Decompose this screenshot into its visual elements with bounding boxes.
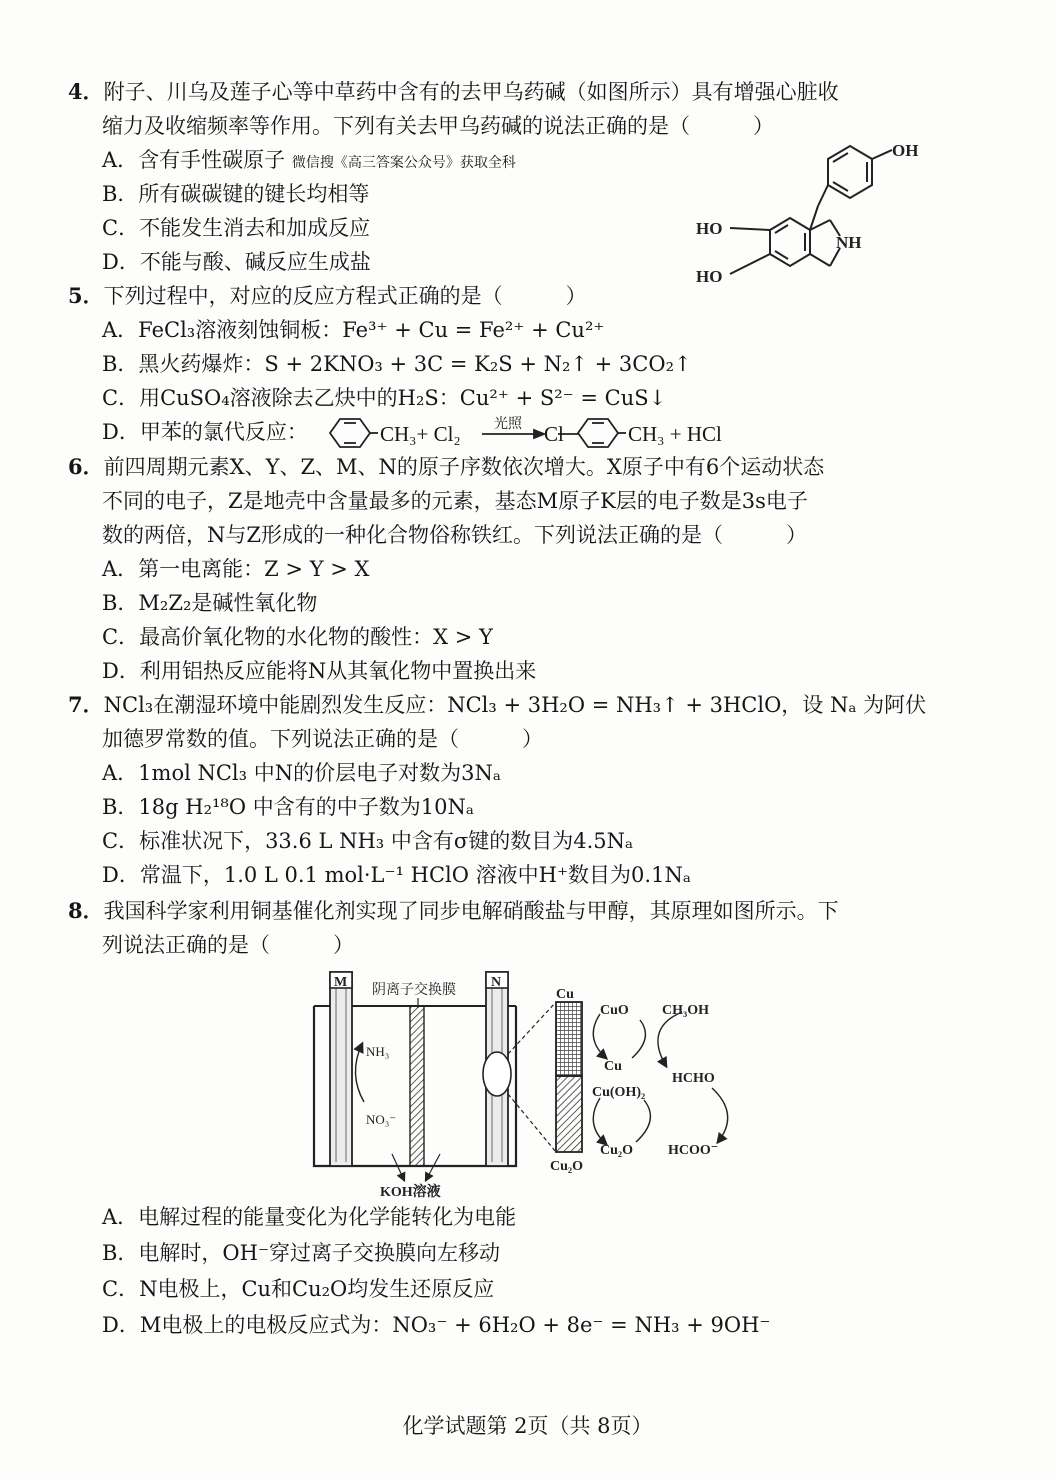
q4-option-d: D．不能与酸、碱反应生成盐 [102,250,371,274]
q5-option-d: D．甲苯的氯代反应： [102,420,308,444]
q8-option-c: C．N电极上，Cu和Cu₂O均发生还原反应 [102,1277,495,1301]
ho-label-mid: HO [696,219,723,238]
electrolysis-diagram [300,962,760,1202]
q7-stem: 7．NCl₃在潮湿环境中能剧烈发生反应：NCl₃ + 3H₂O = NH₃↑ + 3HClO，设 Nₐ 为阿伏 [68,692,927,717]
electrode-m-label: M [334,975,348,990]
q8-number: 8． [68,898,104,923]
q8-stem: 8．我国科学家利用铜基催化剂实现了同步电解硝酸盐与甲醇，其原理如图所示。下 [68,898,839,923]
q5-option-c: C．用CuSO₄溶液除去乙炔中的H₂S：Cu²⁺ + S²⁻ = CuS↓ [102,386,667,410]
cu2o-bottom-label: Cu₂O [550,1159,583,1174]
cl-text: Cl [544,422,564,446]
q4-option-b: B．所有碳碳键的键长均相等 [102,182,370,206]
nh3-label: NH₃ [366,1044,390,1059]
no3-label: NO₃⁻ [366,1112,397,1127]
condition-text: 光照 [494,417,522,432]
q4-stem-2: 缩力及收缩频率等作用。下列有关去甲乌药碱的说法正确的是（ ） [102,114,774,138]
q5-stem: 5．下列过程中，对应的反应方程式正确的是（ ） [68,283,587,308]
q5-option-a: A．FeCl₃溶液刻蚀铜板：Fe³⁺ + Cu = Fe²⁺ + Cu²⁺ [102,318,605,342]
q8-option-b: B．电解时，OH⁻穿过离子交换膜向左移动 [102,1241,501,1265]
cu-mid-label: Cu [604,1059,622,1074]
q7-option-a: A．1mol NCl₃ 中N的价层电子对数为3Nₐ [102,761,501,785]
watermark-text: 微信搜《高三答案公众号》获取全科 [291,155,516,171]
q5-option-b: B．黑火药爆炸：S + 2KNO₃ + 3C = K₂S + N₂↑ + 3CO₂↑ [102,352,692,376]
q6-option-c: C．最高价氧化物的水化物的酸性：X > Y [102,625,493,649]
norcoclaurine-structure [690,140,950,290]
hcoo-label: HCOO⁻ [668,1143,719,1158]
q5-number: 5． [68,283,104,308]
cuo-label: CuO [600,1003,629,1018]
q6-option-d: D．利用铝热反应能将N从其氧化物中置换出来 [102,659,537,683]
q7-option-c: C．标准状况下，33.6 L NH₃ 中含有σ键的数目为4.5Nₐ [102,829,634,853]
hcho-label: HCHO [672,1071,715,1086]
q6-number: 6． [68,454,104,479]
q4-number: 4． [68,79,104,104]
electrode-n-label: N [491,975,502,990]
q7-number: 7． [68,692,104,717]
q8-option-d: D．M电极上的电极反应式为：NO₃⁻ + 6H₂O + 8e⁻ = NH₃ + 9OH⁻ [102,1313,771,1337]
q7-stem-2: 加德罗常数的值。下列说法正确的是（ ） [102,727,543,751]
q8-stem-2: 列说法正确的是（ ） [102,933,354,957]
cu2o-mid-label: Cu₂O [600,1143,633,1158]
q4-option-a: A．含有手性碳原子 微信搜《高三答案公众号》获取全科 [102,148,516,172]
q8-option-a: A．电解过程的能量变化为化学能转化为电能 [102,1205,517,1229]
ch3oh-label: CH₃OH [662,1003,709,1018]
q6-stem: 6．前四周期元素X、Y、Z、M、N的原子序数依次增大。X原子中有6个运动状态 [68,454,825,479]
membrane-label: 阴离子交换膜 [372,983,456,998]
q6-stem-3: 数的两倍，N与Z形成的一种化合物俗称铁红。下列说法正确的是（ ） [102,523,807,547]
q6-option-b: B．M₂Z₂是碱性氧化物 [102,591,318,615]
q6-option-a: A．第一电离能：Z > Y > X [102,557,370,581]
oh-label-top: OH [892,141,919,160]
product-text: CH₃ + HCl [628,422,722,446]
q6-stem-2: 不同的电子，Z是地壳中含量最多的元素，基态M原子K层的电子数是3s电子 [102,489,808,513]
toluene-chlorination-equation [322,412,752,454]
reactant-text: CH₃+ Cl₂ [380,422,461,446]
q7-option-d: D．常温下，1.0 L 0.1 mol·L⁻¹ HClO 溶液中H⁺数目为0.1Nₐ [102,863,691,887]
ho-label-bottom: HO [696,267,723,286]
page-footer: 化学试题第 2页（共 8页） [402,1414,653,1438]
q7-option-b: B．18g H₂¹⁸O 中含有的中子数为10Nₐ [102,795,474,819]
cuoh2-label: Cu(OH)₂ [592,1085,646,1100]
nh-label: NH [836,233,862,252]
cu-top-label: Cu [556,987,574,1002]
koh-label: KOH溶液 [380,1185,441,1200]
q4-option-c: C．不能发生消去和加成反应 [102,216,371,240]
q4-stem: 4．附子、川乌及莲子心等中草药中含有的去甲乌药碱（如图所示）具有增强心脏收 [68,79,839,104]
